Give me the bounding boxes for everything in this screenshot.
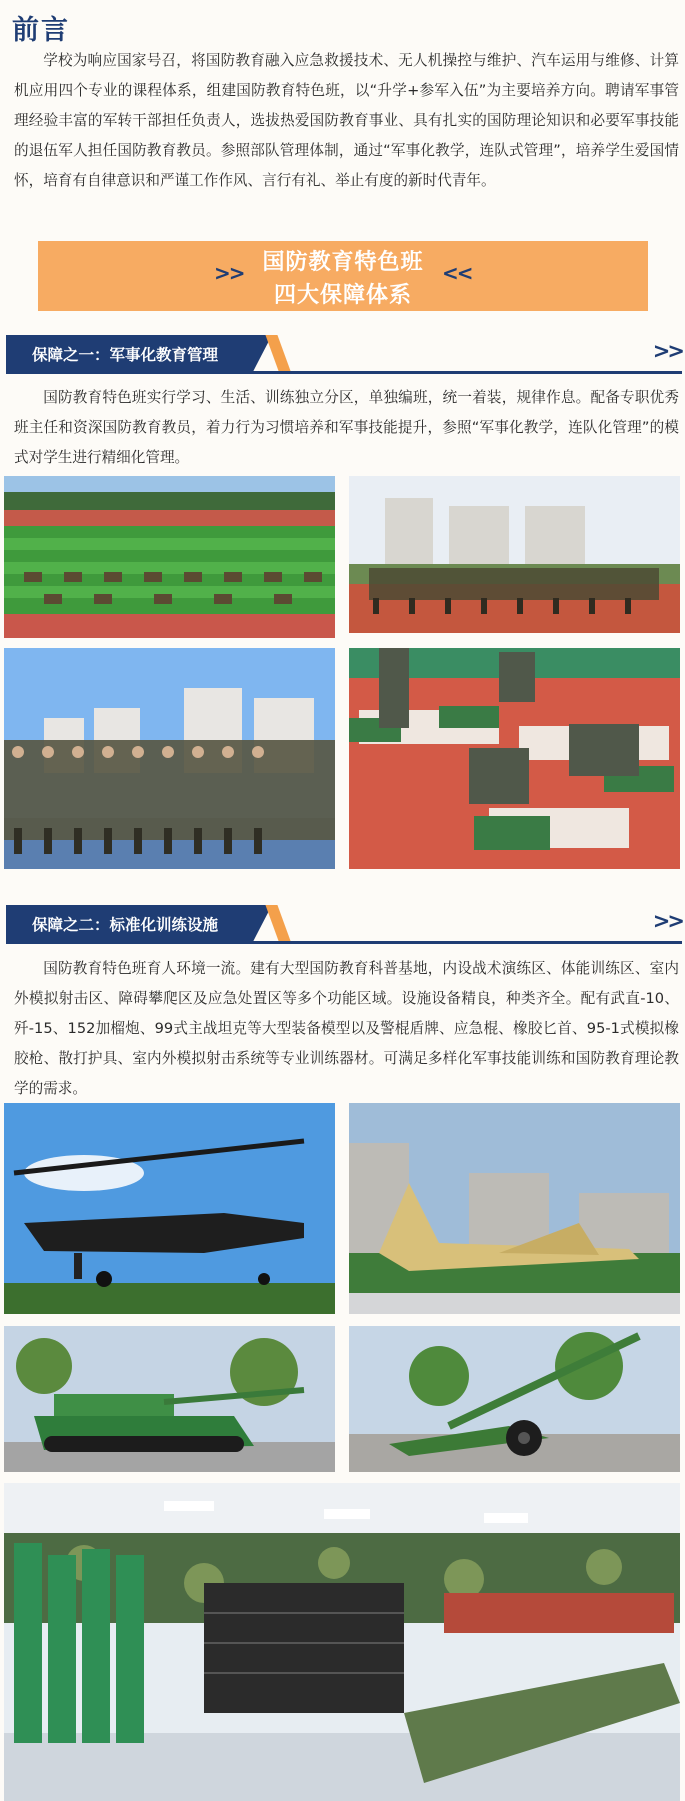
banner-title-line1: 国防教育特色班 (262, 250, 424, 275)
section1-paragraph: 国防教育特色班实行学习、生活、训练独立分区，单独编班，统一着装，规律作息。配备专职优秀班主任和资深国防教育教员，着力行为习惯培养和军事技能提升，参照“军事化教学，连队化管理”的模式对学生进行精细化管理。 (14, 389, 679, 466)
photo-quilt-folding (349, 648, 680, 869)
section1-header (6, 335, 682, 375)
guarantee-banner (38, 241, 648, 311)
photo-howitzer-model (349, 1326, 680, 1472)
section1-accent-slash (265, 335, 290, 371)
photo-fighter-jet-model (349, 1103, 680, 1314)
section1-title: 保障之一：军事化教育管理 (32, 346, 219, 364)
section1-chevron: >> (652, 339, 682, 363)
section2-title: 保障之二：标准化训练设施 (32, 916, 219, 934)
section2-paragraph: 国防教育特色班育人环境一流。建有大型国防教育科普基地，内设战术演练区、体能训练区、室内外模拟射击区、障碍攀爬区及应急处置区等多个功能区域。设施设备精良，种类齐全。配有武直-10、歼-15、152加榴炮、99式主战坦克等大型装备模型以及警棍盾牌、应急棍、橡胶匕首、95-1式模拟橡胶枪、散打护具、室内外模拟射击系统等专业训练器材。可满足多样化军事技能训练和国防教育理论教学的需求。 (14, 960, 679, 1097)
section2-header (6, 905, 682, 945)
photo-parade-field (4, 476, 335, 638)
section2-chevron: >> (652, 909, 682, 933)
photo-tank-model (4, 1326, 335, 1472)
photo-soldiers-formation (4, 648, 335, 869)
photo-indoor-training-room (4, 1483, 680, 1801)
photo-drill-march (349, 476, 680, 633)
section1-divider (6, 371, 682, 374)
section2-accent-slash (265, 905, 290, 941)
banner-title-line2: 四大保障体系 (273, 283, 412, 308)
intro-paragraph: 学校为响应国家号召，将国防教育融入应急救援技术、无人机操控与维护、汽车运用与维修、计算机应用四个专业的课程体系，组建国防教育特色班，以“升学+参军入伍”为主要培养方向。聘请军事管理经验丰富的军转干部担任负责人，选拔热爱国防教育事业、具有扎实的国防理论知识和必要军事技能的退伍军人担任国防教育教员。参照部队管理体制，通过“军事化教学，连队式管理”，培养学生爱国情怀，培育有自律意识和严谨工作作风、言行有礼、举止有度的新时代青年。 (14, 52, 679, 189)
section2-divider (6, 941, 682, 944)
banner-right-arrow: << (442, 261, 472, 285)
intro-heading: 前言 (12, 15, 70, 46)
banner-left-arrow: >> (214, 261, 244, 285)
photo-helicopter-model (4, 1103, 335, 1314)
